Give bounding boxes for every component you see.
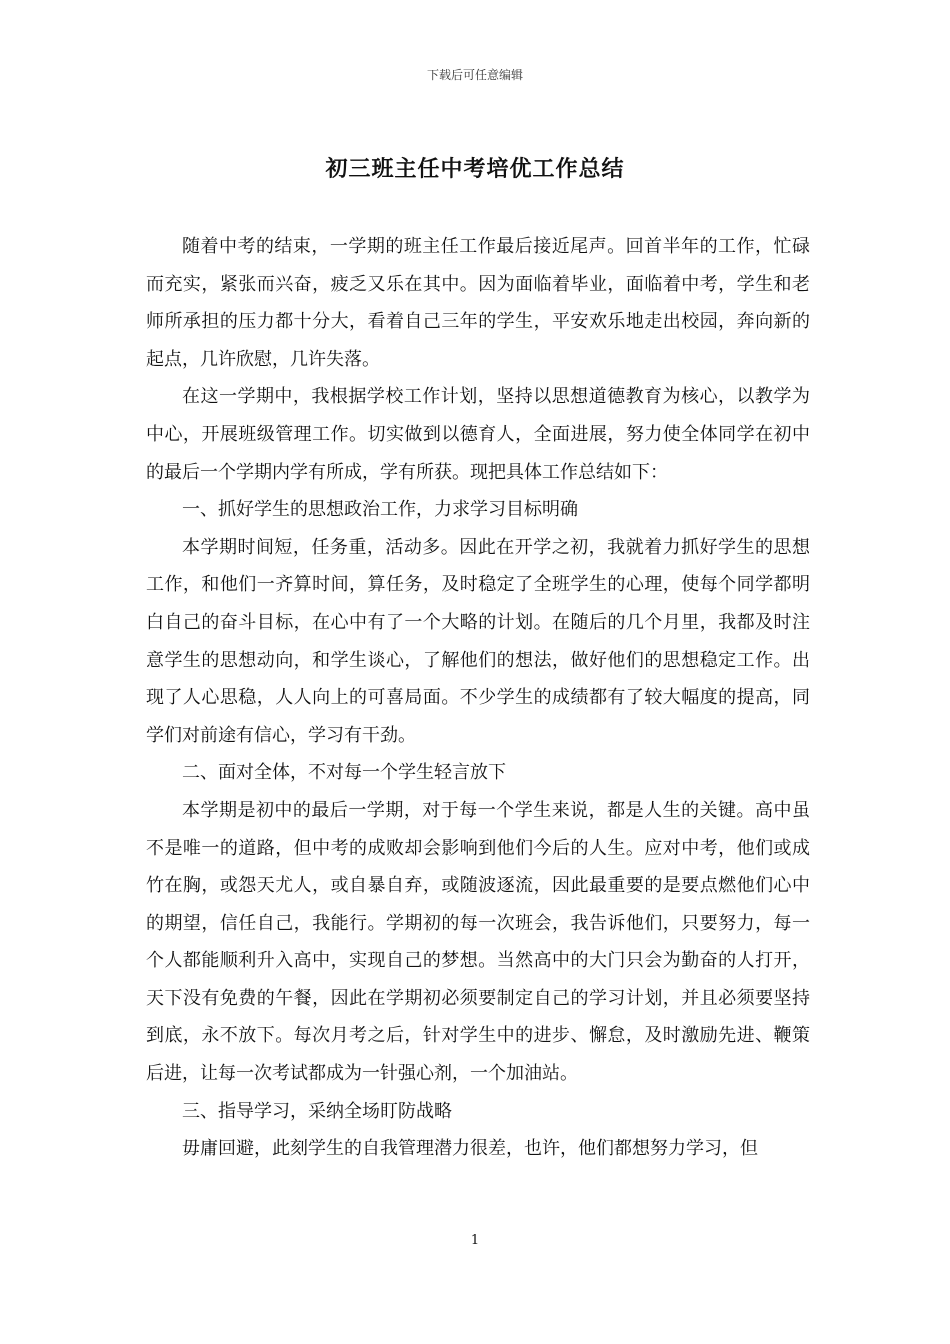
- document-title: 初三班主任中考培优工作总结: [325, 156, 625, 182]
- document-body: [146, 228, 810, 1168]
- paragraph-section-2: 本学期是初中的最后一学期，对于每一个学生来说，都是人生的关键。高中虽不是唯一的道路，但中考的成败却会影响到他们今后的人生。应对中考，他们或成竹在胸，或怨天尤人，或自暴自弃，或随波逐流，因此最重要的是要点燃他们心中的期望，信任自己，我能行。学期初的每一次班会，我告诉他们，只要努力，每一个人都能顺利升入高中，实现自己的梦想。当然高中的大门只会为勤奋的人打开，天下没有免费的午餐，因此在学期初必须要制定自己的学习计划，并且必须要坚持到底，永不放下。每次月考之后，针对学生中的进步、懈怠，及时激励先进、鞭策后进，让每一次考试都成为一针强心剂，一个加油站。: [146, 799, 810, 1085]
- paragraph-section-3: 毋庸回避，此刻学生的自我管理潜力很差，也许，他们都想努力学习，但: [182, 1138, 758, 1160]
- section-heading-1: 一、抓好学生的思想政治工作，力求学习目标明确: [182, 499, 578, 521]
- section-heading-3: 三、指导学习，采纳全场盯防战略: [182, 1100, 452, 1122]
- paragraph-plan: 在这一学期中，我根据学校工作计划，坚持以思想道德教育为核心，以教学为中心，开展班级管理工作。切实做到以德育人，全面进展，努力使全体同学在初中的最后一个学期内学有所成，学有所获。现把具体工作总结如下：: [146, 386, 810, 483]
- paragraph-intro: 随着中考的结束，一学期的班主任工作最后接近尾声。回首半年的工作，忙碌而充实，紧张而兴奋，疲乏又乐在其中。因为面临着毕业，面临着中考，学生和老师所承担的压力都十分大，看着自己三年的学生，平安欢乐地走出校园，奔向新的起点，几许欣慰，几许失落。: [146, 236, 810, 370]
- page-number: 1: [470, 1233, 480, 1248]
- paragraph-section-1: 本学期时间短，任务重，活动多。因此在开学之初，我就着力抓好学生的思想工作，和他们一齐算时间，算任务，及时稳定了全班学生的心理，使每个同学都明白自己的奋斗目标，在心中有了一个大略的计划。在随后的几个月里，我都及时注意学生的思想动向，和学生谈心，了解他们的想法，做好他们的思想稳定工作。出现了人心思稳，人人向上的可喜局面。不少学生的成绩都有了较大幅度的提高，同学们对前途有信心，学习有干劲。: [146, 536, 810, 746]
- section-heading-2: 二、面对全体，不对每一个学生轻言放下: [182, 762, 506, 784]
- header-note: 下载后可任意编辑: [426, 68, 523, 82]
